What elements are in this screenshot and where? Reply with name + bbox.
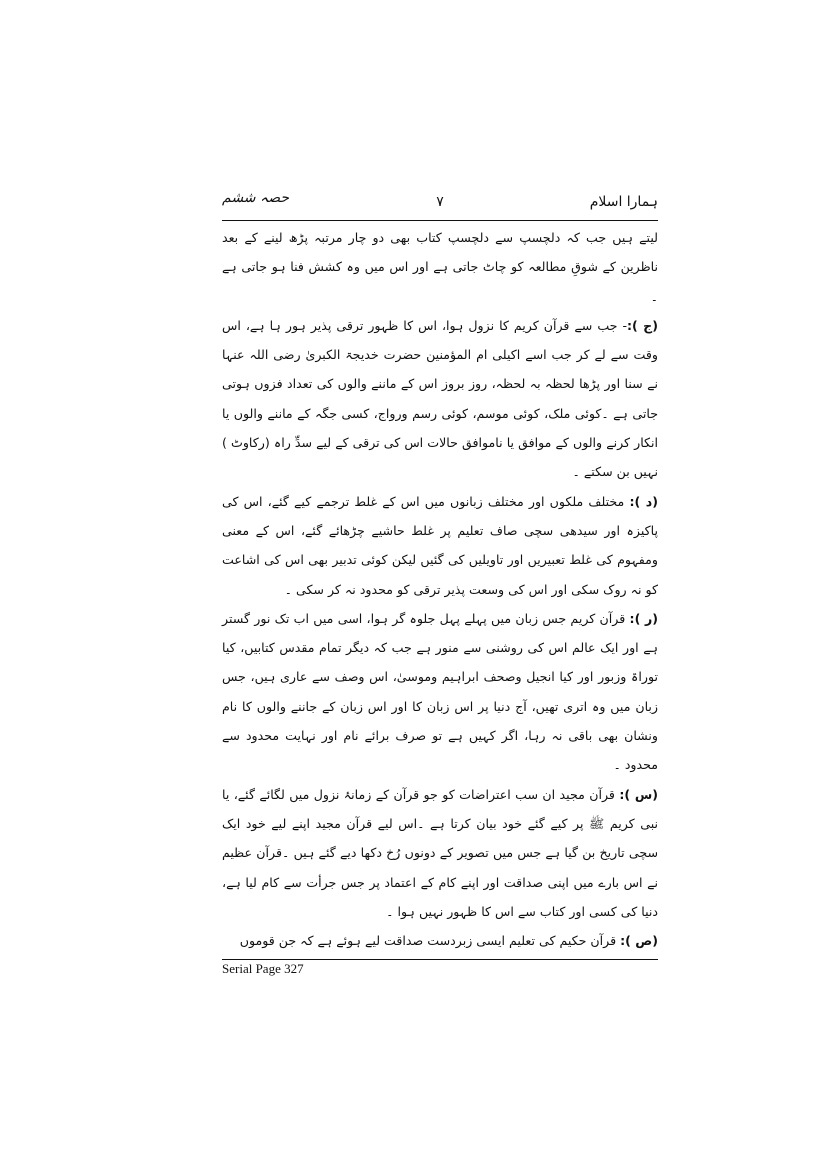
paragraph-suad: (ص ): قرآن حکیم کی تعلیم ایسی زبردست صداقت لیے ہوئے ہے کہ جن قوموں <box>239 933 658 949</box>
book-title: ہمارا اسلام <box>589 194 658 210</box>
section-label: (ص ): <box>620 933 658 949</box>
paragraph-intro: لیتے ہیں جب کہ دلچسپ سے دلچسپ کتاب بھی دو چار مرتبہ پڑھ لینے کے بعد ناظرین کے شوقِ مطالعہ کو چاٹ جاتی ہے اور اس میں وہ کشش فنا ہو جاتی ہے ۔ <box>222 230 658 304</box>
paragraph-seen: (س ): قرآن مجید ان سب اعتراضات کو جو قرآن کے زمانۂ نزول میں لگائے گئے، یا نبی کریم ﷺ پر کیے گئے خود بیان کرتا ہے ۔اس لیے قرآن مجید اپنے لیے خود ایک سچی تاریخ بن گیا ہے جس میں تصویر کے دونوں رُخ دکھا دیے گئے ہیں ۔قرآن عظیم نے اس بارے میں اپنی صداقت اور اپنے کام کے اعتماد پر جس جرأت سے کام لیا ہے، دنیا کی کسی اور کتاب سے اس کا ظہور نہیں ہوا ۔ <box>222 786 658 919</box>
section-label: (س ): <box>619 786 658 802</box>
part-label: حصہ ششم <box>222 190 289 206</box>
paragraph-ra: (ر ): قرآن کریم جس زبان میں پہلے پہل جلوہ گر ہوا، اسی میں اب تک نور گستر ہے اور ایک عالم اس کی روشنی سے منور ہے جب کہ دیگر تمام مقدس کتابیں، کیا توراۃ وزبور اور کیا انجیل وصحف ابراہیم وموسیٰ، اس وصف سے عاری ہیں، جس زبان میں وہ اتری تھیں، آج دنیا پر اس زبان کا اور اس زبان کے جاننے والوں کا نام ونشان بھی باقی نہ رہا، اگر کہیں ہے تو صرف برائے نام اور نہایت محدود سے محدود ۔ <box>222 610 658 773</box>
body-text <box>222 221 658 955</box>
document-page <box>222 190 658 977</box>
running-header <box>222 190 658 220</box>
serial-page: Serial Page 327 <box>222 961 304 977</box>
paragraph-dal: (د ): مختلف ملکوں اور مختلف زبانوں میں اس کے غلط ترجمے کیے گئے، اس کی پاکیزہ اور سیدھی سچی صاف تعلیم پر غلط حاشیے چڑھائے گئے، اس کے معنی ومفہوم کی غلط تعبیریں اور تاویلیں کی گئیں لیکن کوئی تدبیر بھی اس کی اشاعت کو نہ روک سکی اور اس کی وسعت پذیر ترقی کو محدود نہ کر سکی ۔ <box>222 493 658 597</box>
section-label: (ج ): <box>627 317 658 333</box>
page-number: ۷ <box>436 194 444 210</box>
footer-rule <box>222 959 658 960</box>
paragraph-jeem: (ج ):- جب سے قرآن کریم کا نزول ہوا، اس کا ظہور ترقی پذیر ہور ہا ہے، اس وقت سے لے کر جب اسے اکیلی ام المؤمنین حضرت خدیجۃ الکبریٰ رضی اللہ عنہا نے سنا اور پڑھا لحظہ بہ لحظہ، روز بروز اس کے ماننے والوں کی تعداد فزوں ہوتی جاتی ہے ۔کوئی ملک، کوئی موسم، کوئی رسم ورواج، کسی جگہ کے ماننے والوں یا انکار کرنے والوں کے موافق یا ناموافق حالات اس کی ترقی کے لیے سدِّ راہ (رکاوٹ ) نہیں بن سکتے ۔ <box>222 317 658 480</box>
section-label: (د ): <box>629 493 658 509</box>
section-label: (ر ): <box>629 610 658 626</box>
